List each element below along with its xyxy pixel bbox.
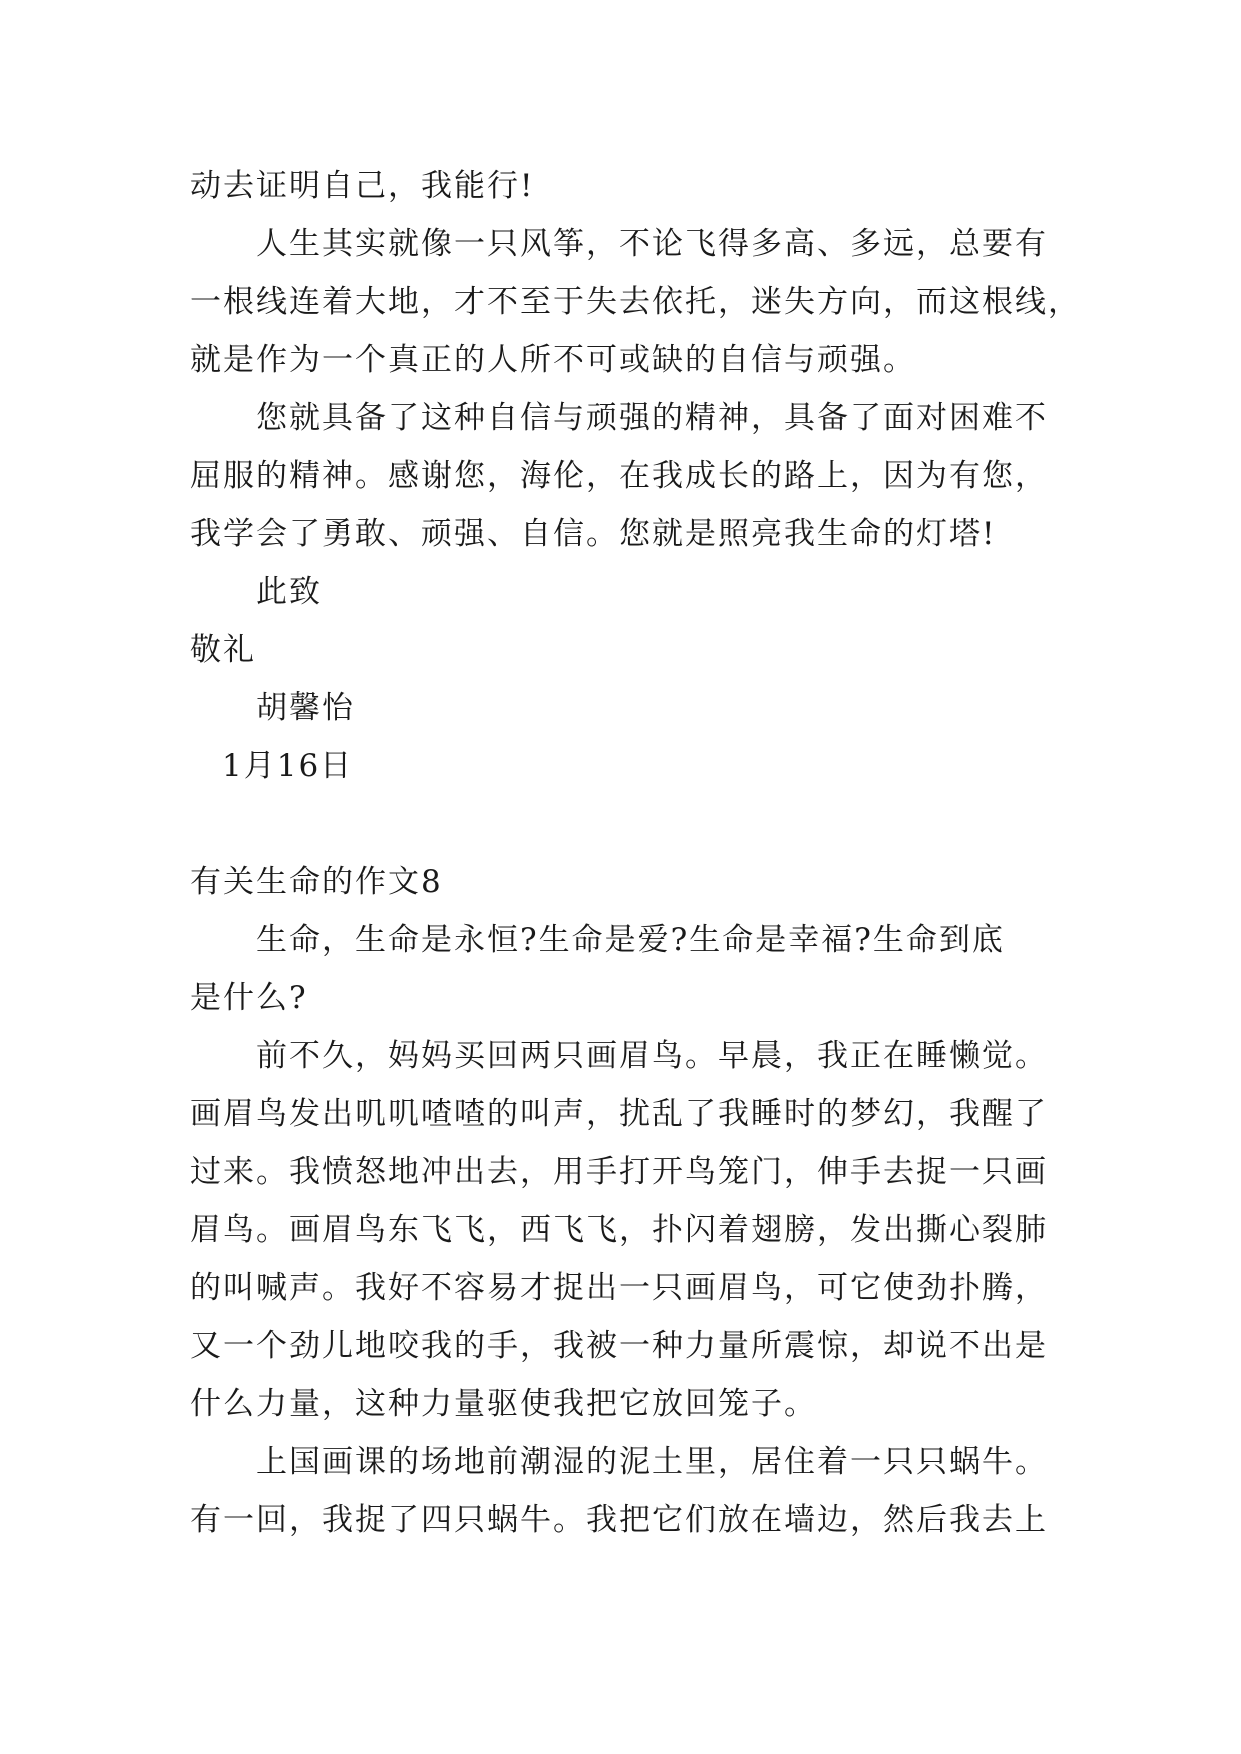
text-line: 屈服的精神。感谢您，海伦，在我成长的路上，因为有您，: [190, 458, 1048, 494]
text-line: 眉鸟。画眉鸟东飞飞，西飞飞，扑闪着翅膀，发出撕心裂肺: [190, 1212, 1048, 1248]
text-line: 又一个劲儿地咬我的手，我被一种力量所震惊，却说不出是: [190, 1328, 1048, 1364]
text-line: 画眉鸟发出叽叽喳喳的叫声，扰乱了我睡时的梦幻，我醒了: [190, 1096, 1048, 1132]
section-title: 有关生命的作文8: [190, 864, 443, 900]
signature-name: 胡馨怡: [256, 690, 355, 726]
text-line: 前不久，妈妈买回两只画眉鸟。早晨，我正在睡懒觉。: [256, 1038, 1048, 1074]
signature-date: 1月16日: [222, 748, 354, 784]
text-line: 生命，生命是永恒?生命是爱?生命是幸福?生命到底: [256, 922, 1005, 958]
salutation-closing: 此致: [256, 574, 322, 610]
text-line: 是什么?: [190, 980, 308, 1016]
text-line: 有一回，我捉了四只蜗牛。我把它们放在墙边，然后我去上: [190, 1502, 1048, 1538]
text-line: 上国画课的场地前潮湿的泥土里，居住着一只只蜗牛。: [256, 1444, 1048, 1480]
text-line: 一根线连着大地，才不至于失去依托，迷失方向，而这根线，: [190, 284, 1081, 320]
text-line: 的叫喊声。我好不容易才捉出一只画眉鸟，可它使劲扑腾，: [190, 1270, 1048, 1306]
text-line: 过来。我愤怒地冲出去，用手打开鸟笼门，伸手去捉一只画: [190, 1154, 1048, 1190]
salutation-regards: 敬礼: [190, 632, 256, 668]
text-line: 人生其实就像一只风筝，不论飞得多高、多远，总要有: [256, 226, 1048, 262]
text-line: 什么力量，这种力量驱使我把它放回笼子。: [190, 1386, 817, 1422]
text-line: 动去证明自己，我能行!: [190, 168, 535, 204]
text-line: 我学会了勇敢、顽强、自信。您就是照亮我生命的灯塔!: [190, 516, 997, 552]
text-line: 就是作为一个真正的人所不可或缺的自信与顽强。: [190, 342, 916, 378]
text-line: 您就具备了这种自信与顽强的精神，具备了面对困难不: [256, 400, 1048, 436]
